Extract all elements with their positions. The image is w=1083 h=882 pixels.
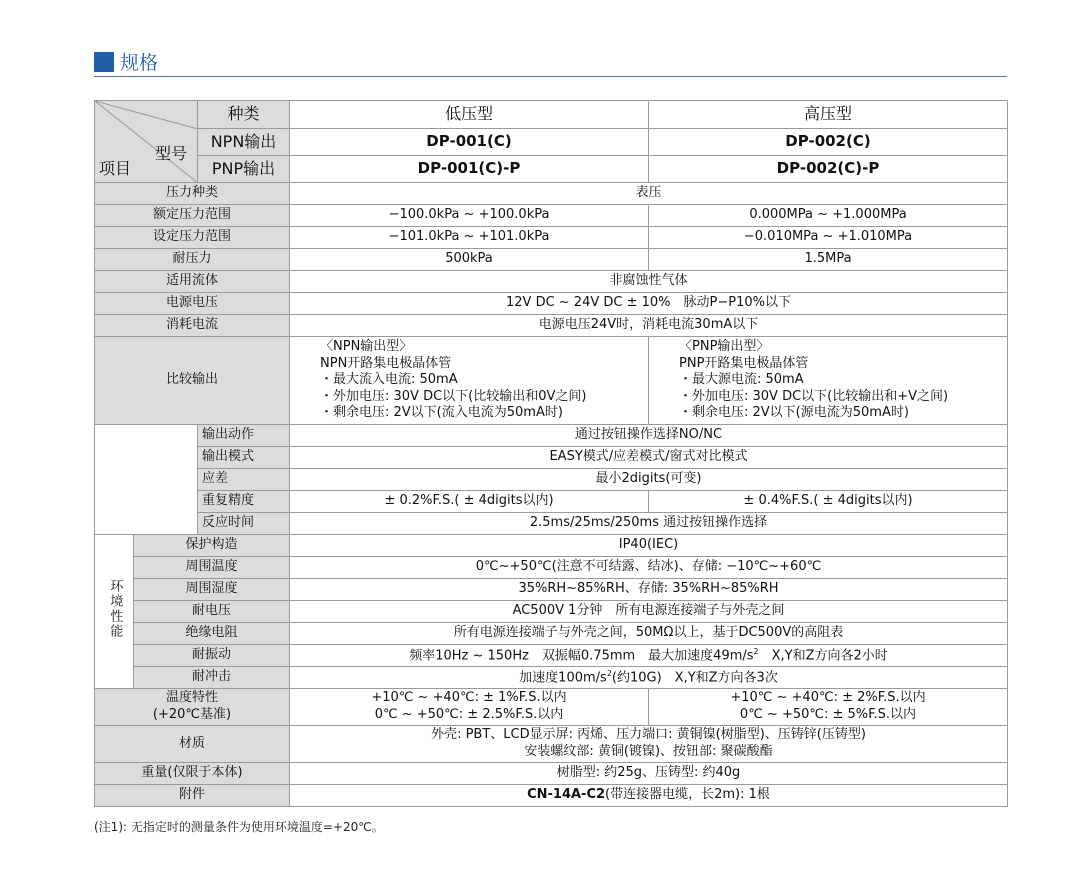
npn-output-spec (290, 337, 649, 425)
row-label: 重量(仅限于本体) (95, 763, 290, 785)
row-compare-output (95, 337, 1008, 425)
spec-line: ・剩余电压: 2V以下(源电流为50mA时) (679, 405, 909, 421)
row-label: 设定压力范围 (95, 227, 290, 249)
row-label: 反应时间 (198, 513, 290, 535)
high-value: 0.000MPa ~ +1.000MPa (649, 205, 1008, 227)
row-fluid (95, 271, 1008, 293)
row-label: 额定压力范围 (95, 205, 290, 227)
high-type-header: 高压型 (649, 101, 1008, 129)
row-ambient-temp (95, 557, 1008, 579)
pnp-output-spec (649, 337, 1008, 425)
low-value: ± 0.2%F.S.( ± 4digits以内) (290, 491, 649, 513)
footnote: (注1): 无指定时的测量条件为使用环境温度=+20℃。 (94, 820, 384, 834)
row-label: 压力种类 (95, 183, 290, 205)
spec-line: ・外加电压: 30V DC以下(比较输出和+V之间) (679, 388, 949, 404)
spec-line: 〈NPN输出型〉 (320, 338, 413, 354)
row-label: 耐振动 (134, 645, 290, 667)
row-hysteresis (95, 469, 1008, 491)
value-line: +10℃ ~ +40℃: ± 2%F.S.以内 (730, 690, 926, 706)
row-label: 耐压力 (95, 249, 290, 271)
row-value: AC500V 1分钟 所有电源连接端子与外壳之间 (290, 601, 1008, 623)
row-value: 通过按钮操作选择NO/NC (290, 425, 1008, 447)
row-value (290, 667, 1008, 689)
low-value: −101.0kPa ~ +101.0kPa (290, 227, 649, 249)
value-text: (带连接器电缆，长2m): 1根 (605, 787, 770, 803)
row-temp-char (95, 689, 1008, 726)
row-value: 最小2digits(可变) (290, 469, 1008, 491)
value-line: 0℃ ~ +50℃: ± 5%F.S.以内 (739, 707, 917, 722)
row-output-mode (95, 447, 1008, 469)
row-value: 表压 (290, 183, 1008, 205)
superscript: 2 (753, 646, 759, 656)
row-label: 重复精度 (198, 491, 290, 513)
header-row-npn (95, 129, 1008, 156)
row-consumption (95, 315, 1008, 337)
row-value (290, 645, 1008, 667)
env-group-label (95, 535, 134, 689)
row-value: 非腐蚀性气体 (290, 271, 1008, 293)
row-value (290, 726, 1008, 763)
row-label: 耐电压 (134, 601, 290, 623)
row-output-action (95, 425, 1008, 447)
row-withstand (95, 249, 1008, 271)
row-value: IP40(IEC) (290, 535, 1008, 557)
row-material (95, 726, 1008, 763)
high-pnp-model: DP-002(C)-P (649, 156, 1008, 183)
value-line: 安装螺纹部: 黄铜(镀镍)、按钮部: 聚碳酸酯 (524, 744, 773, 759)
high-value (649, 689, 1008, 726)
value-line: 外壳: PBT、LCD显示屏: 丙烯、压力端口: 黄铜镍(树脂型)、压铸锌(压铸型) (431, 727, 866, 743)
row-label: 附件 (95, 785, 290, 807)
row-value: 0℃~+50℃(注意不可结露、结冰)、存储: −10℃~+60℃ (290, 557, 1008, 579)
compare-output-indent (95, 425, 198, 535)
row-weight (95, 763, 1008, 785)
row-value: 树脂型: 约25g、压铸型: 约40g (290, 763, 1008, 785)
low-npn-model: DP-001(C) (290, 129, 649, 156)
value-bold: CN-14A-C2 (527, 787, 606, 803)
row-ambient-humidity (95, 579, 1008, 601)
spec-table (94, 100, 1008, 807)
pnp-output-label: PNP输出 (198, 156, 290, 183)
row-value: 35%RH~85%RH、存储: 35%RH~85%RH (290, 579, 1008, 601)
row-label: 耐冲击 (134, 667, 290, 689)
low-value: 500kPa (290, 249, 649, 271)
row-value: 2.5ms/25ms/250ms 通过按钮操作选择 (290, 513, 1008, 535)
row-set-range (95, 227, 1008, 249)
row-value (290, 785, 1008, 807)
row-rated-range (95, 205, 1008, 227)
row-response (95, 513, 1008, 535)
section-heading (94, 48, 158, 75)
diagonal-header-cell (95, 101, 198, 183)
row-label: 材质 (95, 726, 290, 763)
superscript: 2 (606, 668, 612, 678)
model-label: 型号 (155, 144, 188, 163)
spec-line: NPN开路集电极晶体管 (320, 355, 452, 371)
row-label: 输出动作 (198, 425, 290, 447)
value-text: X,Y和Z方向各2小时 (758, 647, 888, 663)
spec-line: 〈PNP输出型〉 (679, 338, 770, 354)
header-row-pnp (95, 156, 1008, 183)
row-pressure-type (95, 183, 1008, 205)
row-label: 应差 (198, 469, 290, 491)
row-label (95, 689, 290, 726)
row-label: 电源电压 (95, 293, 290, 315)
row-label: 适用流体 (95, 271, 290, 293)
row-value: 12V DC ~ 24V DC ± 10% 脉动P−P10%以下 (290, 293, 1008, 315)
row-supply-voltage (95, 293, 1008, 315)
high-value: 1.5MPa (649, 249, 1008, 271)
row-label-line: (+20℃基准) (152, 707, 232, 722)
item-label: 项目 (99, 158, 132, 178)
row-label: 消耗电流 (95, 315, 290, 337)
row-protection (95, 535, 1008, 557)
low-pnp-model: DP-001(C)-P (290, 156, 649, 183)
high-npn-model: DP-002(C) (649, 129, 1008, 156)
row-value: 电源电压24V时，消耗电流30mA以下 (290, 315, 1008, 337)
high-value: −0.010MPa ~ +1.010MPa (649, 227, 1008, 249)
spec-line: ・剩余电压: 2V以下(流入电流为50mA时) (320, 405, 563, 421)
row-dielectric (95, 601, 1008, 623)
header-row-kind (95, 101, 1008, 129)
row-label: 输出模式 (198, 447, 290, 469)
value-line: +10℃ ~ +40℃: ± 1%F.S.以内 (371, 690, 567, 706)
heading-square-icon (94, 52, 114, 72)
row-label-line: 温度特性 (165, 690, 218, 706)
value-text: 频率10Hz ~ 150Hz 双振幅0.75mm 最大加速度49m/s (409, 647, 754, 663)
row-label: 绝缘电阻 (134, 623, 290, 645)
row-label: 周围温度 (134, 557, 290, 579)
row-label: 周围湿度 (134, 579, 290, 601)
row-insulation (95, 623, 1008, 645)
page-title: 规格 (120, 52, 159, 74)
high-value: ± 0.4%F.S.( ± 4digits以内) (649, 491, 1008, 513)
row-accessory (95, 785, 1008, 807)
spec-line: PNP开路集电极晶体管 (679, 355, 809, 371)
row-label: 比较输出 (95, 337, 290, 425)
row-shock (95, 667, 1008, 689)
row-repeatability (95, 491, 1008, 513)
low-type-header: 低压型 (290, 101, 649, 129)
spec-line: ・最大源电流: 50mA (679, 372, 804, 388)
spec-line: ・外加电压: 30V DC以下(比较输出和0V之间) (320, 388, 587, 404)
low-value (290, 689, 649, 726)
spec-line: ・最大流入电流: 50mA (320, 372, 458, 388)
value-line: 0℃ ~ +50℃: ± 2.5%F.S.以内 (374, 707, 564, 722)
heading-divider (94, 76, 1007, 77)
row-label: 保护构造 (134, 535, 290, 557)
row-value: EASY模式/应差模式/窗式对比模式 (290, 447, 1008, 469)
row-value: 所有电源连接端子与外壳之间，50MΩ以上，基于DC500V的高阻表 (290, 623, 1008, 645)
low-value: −100.0kPa ~ +100.0kPa (290, 205, 649, 227)
npn-output-label: NPN输出 (198, 129, 290, 156)
env-group-text: 环境性能 (107, 578, 123, 639)
value-text: 加速度100m/s (519, 669, 607, 685)
row-vibration (95, 645, 1008, 667)
value-text: (约10G) X,Y和Z方向各3次 (611, 669, 778, 685)
kind-label: 种类 (198, 101, 290, 129)
